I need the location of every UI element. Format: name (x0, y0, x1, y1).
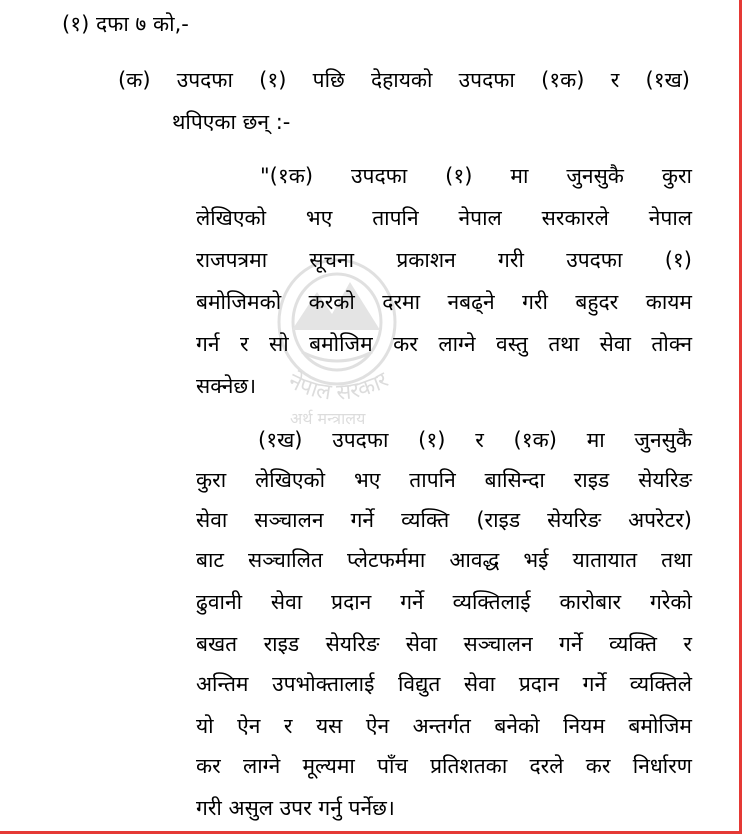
sub-1ka-line-5: गर्न र सो बमोजिम कर लाग्ने वस्तु तथा सेवा तोक्न (196, 332, 692, 356)
sub-1ka-line-2: लेखिएको भए तापनि नेपाल सरकारले नेपाल (196, 206, 692, 230)
sub-1kha-line-10: गरी असुल उपर गर्नु पर्नेछ। (196, 796, 395, 820)
sub-1kha-line-9: कर लाग्ने मूल्यमा पाँच प्रतिशतका दरले कर निर्धारण (196, 754, 692, 778)
sub-1kha-line-8: यो ऐन र यस ऐन अन्तर्गत बनेको नियम बमोजिम (196, 714, 692, 738)
sub-1ka-line-3: राजपत्रमा सूचना प्रकाशन गरी उपदफा (१) (196, 248, 692, 272)
clause-ka-line-1: (क) उपदफा (१) पछि देहायको उपदफा (१क) र (१ख) (118, 68, 690, 92)
sub-1kha-line-7: अन्तिम उपभोक्तालाई विद्युत सेवा प्रदान गर्ने व्यक्तिले (196, 672, 692, 696)
sub-1ka-line-4: बमोजिमको करको दरमा नबढ्ने गरी बहुदर कायम (196, 290, 692, 314)
sub-1ka-line-1: "(१क) उपदफा (१) मा जुनसुकै कुरा (260, 164, 692, 188)
sub-1kha-line-6: बखत राइड सेयरिङ सेवा सञ्चालन गर्ने व्यक्ति र (196, 632, 692, 656)
sub-1kha-line-4: बाट सञ्चालित प्लेटफर्ममा आवद्ध भई यातायात तथा (196, 548, 692, 572)
section-heading: (१) दफा ७ को,- (62, 12, 189, 36)
sub-1kha-line-1: (१ख) उपदफा (१) र (१क) मा जुनसुकै (258, 428, 692, 452)
sub-1kha-line-3: सेवा सञ्चालन गर्ने व्यक्ति (राइड सेयरिङ अपरेटर) (196, 508, 692, 532)
sub-1ka-line-6: सक्नेछ। (196, 374, 257, 398)
sub-1kha-line-5: ढुवानी सेवा प्रदान गर्ने व्यक्तिलाई कारोबार गरेको (196, 590, 692, 614)
clause-ka-line-2: थपिएका छन् :- (172, 110, 291, 134)
svg-text:अर्थ मन्त्रालय: अर्थ मन्त्रालय (290, 409, 366, 428)
sub-1kha-line-2: कुरा लेखिएको भए तापनि बासिन्दा राइड सेयरिङ (196, 468, 692, 492)
svg-text:नेपाल सरकार: नेपाल सरकार (284, 367, 393, 406)
